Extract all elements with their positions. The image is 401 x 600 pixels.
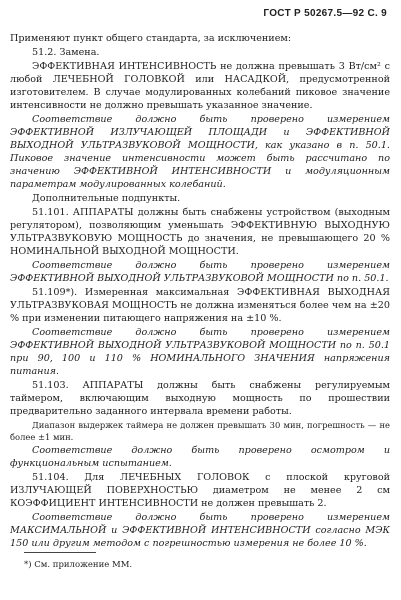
- paragraph-51-109: 51.109*). Измеренная максимальная ЭФФЕКТИВНАЯ ВЫХОДНАЯ УЛЬТРАЗВУКОВАЯ МОЩНОСТЬ не должна изменяться более чем на ±20 % при изменении питающего напряжения на ±10 %.: [10, 287, 390, 324]
- paragraph-effective-intensity: ЭФФЕКТИВНАЯ ИНТЕНСИВНОСТЬ не должна превышать 3 Вт/см² с любой ЛЕЧЕБНОЙ ГОЛОВКОЙ или НАСАДКОЙ, предусмотренной изготовителем. В случае модулированных колебаний пиковое значение интенсивности не должно превышать указанное значение.: [10, 61, 390, 111]
- paragraph-compliance-1: Соответствие должно быть проверено измерением ЭФФЕКТИВНОЙ ИЗЛУЧАЮЩЕЙ ПЛОЩАДИ и ЭФФЕКТИВНОЙ ВЫХОДНОЙ УЛЬТРАЗВУКОВОЙ МОЩНОСТИ, как указано в п. 50.1. Пиковое значение интенсивности может быть рассчитано по значению ЭФФЕКТИВНОЙ ИНТЕНСИВНОСТИ и модуляционным параметрам модулированных колебаний.: [10, 114, 390, 190]
- paragraph-compliance-4: Соответствие должно быть проверено осмотром и функциональным испытанием.: [10, 445, 390, 469]
- footnote: *) См. приложение ММ.: [24, 560, 133, 570]
- page-header: ГОСТ Р 50267.5—92 С. 9: [263, 8, 387, 19]
- footnote-rule: [24, 552, 96, 553]
- paragraph-51-103: 51.103. АППАРАТЫ должны быть снабжены регулируемым таймером, включающим выходную мощность по прошествии предварительно заданного интервала времени работы.: [10, 380, 390, 417]
- paragraph-51-104: 51.104. Для ЛЕЧЕБНЫХ ГОЛОВОК с плоской круговой ИЗЛУЧАЮЩЕЙ ПОВЕРХНОСТЬЮ диаметром не менее 2 см КОЭФФИЦИЕНТ ИНТЕНСИВНОСТИ не должен превышать 2.: [10, 472, 390, 509]
- paragraph-additional: Дополнительные подпункты.: [32, 193, 181, 204]
- paragraph-51-101: 51.101. АППАРАТЫ должны быть снабжены устройством (выходным регулятором), позволяющим уменьшать ЭФФЕКТИВНУЮ ВЫХОДНУЮ УЛЬТРАЗВУКОВУЮ МОЩНОСТЬ до значения, не превышающего 20 % НОМИНАЛЬНОЙ ВЫХОДНОЙ МОЩНОСТИ.: [10, 207, 390, 257]
- paragraph-compliance-3: Соответствие должно быть проверено измерением ЭФФЕКТИВНОЙ ВЫХОДНОЙ УЛЬТРАЗВУКОВОЙ МОЩНОСТИ по п. 50.1 при 90, 100 и 110 % НОМИНАЛЬНОГО ЗНАЧЕНИЯ напряжения питания.: [10, 327, 390, 377]
- paragraph-intro: Применяют пункт общего стандарта, за исключением:: [10, 33, 292, 44]
- paragraph-compliance-5: Соответствие должно быть проверено измерением МАКСИМАЛЬНОЙ и ЭФФЕКТИВНОЙ ИНТЕНСИВНОСТИ согласно МЭК 150 или другим методом с погрешностью измерения не более 10 %.: [10, 512, 390, 549]
- paragraph-51-2: 51.2. Замена.: [32, 47, 100, 58]
- paragraph-compliance-2: Соответствие должно быть проверено измерением ЭФФЕКТИВНОЙ ВЫХОДНОЙ УЛЬТРАЗВУКОВОЙ МОЩНОСТИ по п. 50.1.: [10, 260, 390, 284]
- body-text: [10, 32, 390, 551]
- paragraph-timer-range: Диапазон выдержек таймера не должен превышать 30 мин, погрешность — не более ±1 мин.: [10, 420, 390, 442]
